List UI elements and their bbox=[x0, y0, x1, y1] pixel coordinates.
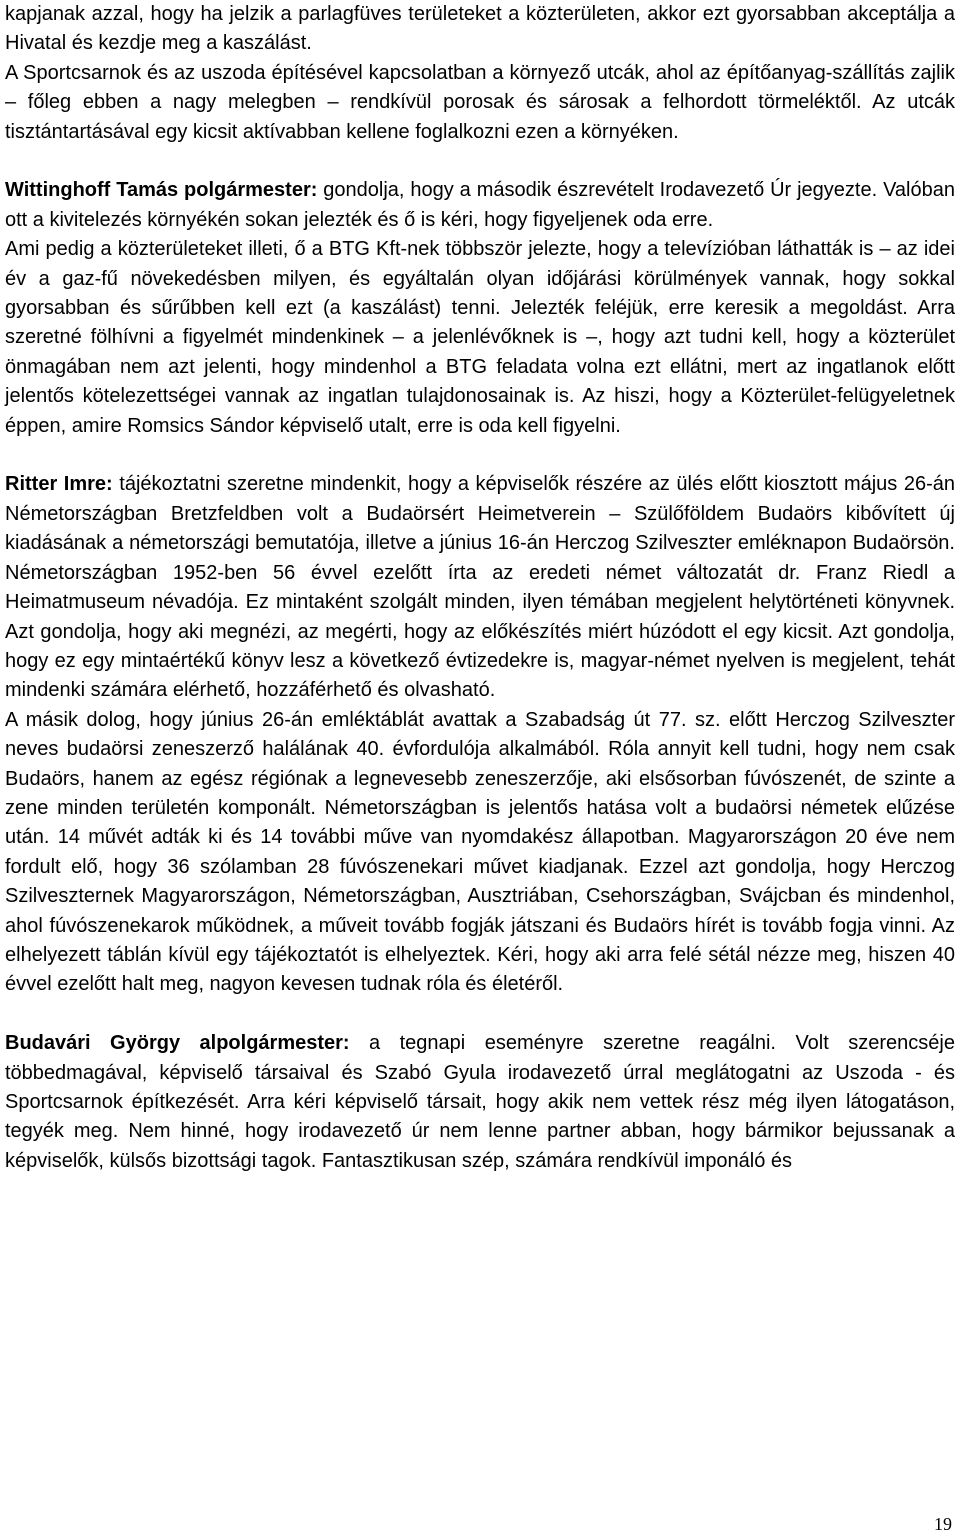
paragraph-3 bbox=[5, 176, 955, 235]
speaker-name: Budavári György alpolgármester: bbox=[5, 1032, 350, 1055]
speech-text: a tegnapi eseményre szeretne reagálni. Volt szerencséje többedmagával, képviselő társaival és Szabó Gyula irodavezető úrral meglátogatni az Uszoda - és Sportcsarnok építkezését. Arra kéri képviselő társait, hogy akik nem vettek rész még ilyen látogatáson, tegyék meg. Nem hinné, hogy irodavezető úr nem lenne partner abban, hogy bármikor bejussanak a képviselők, külsős bizottsági tagok. Fantasztikusan szép, számára rendkívül imponáló és bbox=[5, 1032, 955, 1172]
paragraph-6: A másik dolog, hogy június 26-án emléktáblát avattak a Szabadság út 77. sz. előtt Herczog Szilveszter neves budaörsi zeneszerző halálának 40. évfordulója alkalmából. Róla annyit kell tudni, hogy nem csak Budaörs, hanem az egész régiónak a legnevesebb zeneszerzője, aki elsősorban fúvószenét, de szinte a zene minden területén komponált. Németországban is jelentős hatása volt a budaörsi németek elűzése után. 14 művét adták ki és 14 további műve van nyomdakész állapotban. Magyarországon 20 éve nem fordult elő, hogy 36 szólamban 28 fúvószenekari művet kiadjanak. Ezzel azt gondolja, hogy Herczog Szilveszternek Magyarországon, Németországban, Ausztriában, Csehországban, Svájcban és mindenhol, ahol fúvószenekarok működnek, a műveit tovább fogják játszani és Budaörs hírét is tovább fogja vinni. Az elhelyezett táblán kívül egy tájékoztatót is elhelyeztek. Kéri, hogy aki arra felé sétál nézze meg, hiszen 40 évvel ezelőtt halt meg, nagyon kevesen tudnak róla és életéről. bbox=[5, 708, 955, 996]
document-page bbox=[5, 0, 955, 1176]
paragraph-5 bbox=[5, 470, 955, 705]
paragraph-2: A Sportcsarnok és az uszoda építésével kapcsolatban a környező utcák, ahol az építőanyag-szállítás zajlik – főleg ebben a nagy melegben – rendkívül porosak és sárosak a felhordott törmeléktől. Az utcák tisztántartásával egy kicsit aktívabban kellene foglalkozni ezen a környéken. bbox=[5, 61, 955, 143]
paragraph-4: Ami pedig a közterületeket illeti, ő a BTG Kft-nek többször jelezte, hogy a televízióban láthatták is – az idei év a gaz-fű növekedésben milyen, és egyáltalán olyan időjárási körülmények vannak, hogy sokkal gyorsabban és sűrűbben kell ezt (a kaszálást) tenni. Jelezték feléjük, erre keresik a megoldást. Arra szeretné fölhívni a figyelmét mindenkinek – a jelenlévőknek is –, hogy azt tudni kell, hogy a közterület önmagában nem azt jelenti, hogy mindenhol a BTG feladata volna ezt ellátni, mert az ingatlanok előtt jelentős kötelezettségei vannak az ingatlan tulajdonosainak is. Az hiszi, hogy a Közterület-felügyeletnek éppen, amire Romsics Sándor képviselő utalt, erre is oda kell figyelni. bbox=[5, 238, 955, 437]
page-number: 19 bbox=[934, 1514, 952, 1534]
speaker-name: Wittinghoff Tamás polgármester: bbox=[5, 179, 318, 202]
speaker-name: Ritter Imre: bbox=[5, 473, 113, 496]
speech-text: tájékoztatni szeretne mindenkit, hogy a képviselők részére az ülés előtt kiosztott május 26-án Németországban Bretzfeldben volt a Budaörsért Heimetverein – Szülőföldem Budaörs kibővített új kiadásának a németországi bemutatója, illetve a június 16-án Herczog Szilveszter emléknapon Budaörsön. Németországban 1952-ben 56 évvel ezelőtt írta az eredeti német változatát dr. Franz Riedl a Heimatmuseum névadója. Ez mintaként szolgált minden, ilyen témában megjelent helytörténeti könyvnek. Azt gondolja, hogy aki megnézi, az megérti, hogy az előkészítés miért húzódott el egy kicsit. Azt gondolja, hogy ez egy mintaértékű könyv lesz a következő évtizedekre is, magyar-német nyelven is megjelent, tehát mindenki számára elérhető, hozzáférhető és olvasható. bbox=[5, 473, 955, 702]
speech-text: gondolja, hogy a második észrevételt Irodavezető Úr jegyezte. Valóban ott a kivitelezés környékén sokan jelezték és ő is kéri, hogy figyeljenek oda erre. bbox=[5, 179, 955, 231]
paragraph-1: kapjanak azzal, hogy ha jelzik a parlagfüves területeket a közterületen, akkor ezt gyorsabban akceptálja a Hivatal és kezdje meg a kaszálást. bbox=[5, 3, 955, 55]
paragraph-7 bbox=[5, 1029, 955, 1176]
